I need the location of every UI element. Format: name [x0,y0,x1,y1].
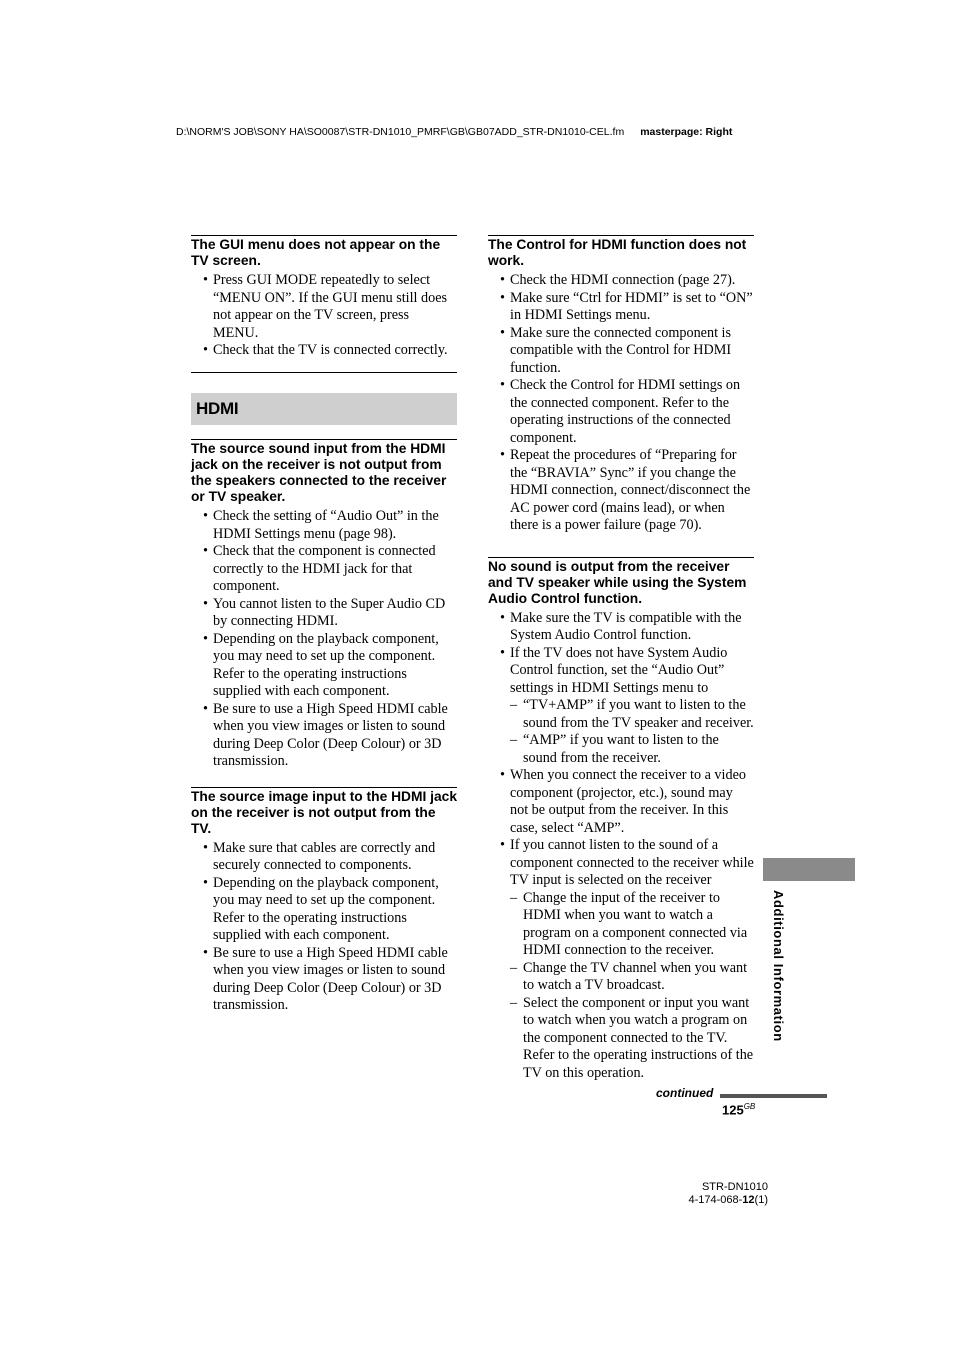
sub-list-item: – Select the component or input you want to watch when you watch a program on the component connected to the TV. Refer to the operating instructions of the TV on this operation. [523,995,754,1083]
list-item-text: If the TV does not have System Audio Control function, set the “Audio Out” settings in HDMI Settings menu to [510,644,728,696]
list-item: • Check the HDMI connection (page 27). [510,272,754,290]
hdmi-sound-section [191,439,457,771]
list-item: • Press GUI MODE repeatedly to select “MENU ON”. If the GUI menu still does not appear on the TV screen, press MENU. [213,272,457,342]
sub-list [510,697,754,767]
masterpage-label: masterpage: Right [640,126,733,138]
gui-menu-list [191,272,457,360]
list-item: • Make sure that cables are correctly and securely connected to components. [213,840,457,875]
hdmi-sound-heading: The source sound input from the HDMI jack on the receiver is not output from the speakers connected to the receiver or TV speaker. [191,441,447,504]
list-item: • Make sure “Ctrl for HDMI” is set to “ON” in HDMI Settings menu. [510,290,754,325]
list-item: • When you connect the receiver to a video component (projector, etc.), sound may not be output from the receiver. In this case, select “AMP”. [510,767,754,837]
hdmi-section-title: HDMI [196,399,239,418]
list-item: • Be sure to use a High Speed HDMI cable when you view images or listen to sound during Deep Color (Deep Colour) or 3D transmission. [213,701,457,771]
left-column-hdmi [191,439,457,1031]
page-number [722,1102,755,1117]
footer-code-suffix: (1) [754,1193,768,1206]
hdmi-image-section [191,787,457,1015]
sub-list-item: – “TV+AMP” if you want to listen to the sound from the TV speaker and receiver. [523,697,754,732]
file-path-header [176,126,732,138]
list-item: • Depending on the playback component, you may need to set up the component. Refer to the operating instructions supplied with each component. [213,631,457,701]
list-item-text: If you cannot listen to the sound of a component connected to the receiver while TV input is selected on the receiver [510,837,754,888]
sub-list-item: – Change the input of the receiver to HDMI when you want to watch a program on a component connected via HDMI connection to the receiver. [523,890,754,960]
hdmi-image-heading: The source image input to the HDMI jack on the receiver is not output from the TV. [191,788,458,836]
right-column [488,235,754,1098]
footer-model-code [686,1181,768,1206]
list-item [510,837,754,1082]
file-path: D:\NORM'S JOB\SONY HA\SO0087\STR-DN1010_PMRF\GB\GB07ADD_STR-DN1010-CEL.fm [176,126,625,138]
footer-model: STR-DN1010 [701,1181,768,1193]
list-item: • Repeat the procedures of “Preparing for the “BRAVIA” Sync” if you change the HDMI connection, connect/disconnect the AC power cord (mains lead), or when there is a power failure (page 70). [510,447,754,535]
list-item: • Check the Control for HDMI settings on the connected component. Refer to the operating instructions of the connected component. [510,377,754,447]
no-sound-section [488,557,754,1083]
sub-list [510,890,754,1083]
hdmi-image-list [191,840,457,1015]
section-divider [191,372,457,373]
list-item: • Make sure the connected component is compatible with the Control for HDMI function. [510,325,754,378]
left-column [191,235,457,373]
sub-list-item: – “AMP” if you want to listen to the sound from the receiver. [523,732,754,767]
no-sound-heading: No sound is output from the receiver and TV speaker while using the System Audio Control function. [488,558,747,606]
control-hdmi-section [488,235,754,535]
hdmi-sound-list [191,508,457,771]
page-number-suffix: GB [743,1102,756,1111]
control-hdmi-list [488,272,754,535]
sub-list-item: – Change the TV channel when you want to watch a TV broadcast. [523,960,754,995]
list-item: • Make sure the TV is compatible with the System Audio Control function. [510,610,754,645]
gui-menu-heading: The GUI menu does not appear on the TV screen. [191,237,441,268]
side-tab-label: Additional Information [771,890,786,1042]
footer-code [686,1194,768,1207]
hdmi-section-banner [191,393,457,425]
no-sound-list [488,610,754,1083]
footer-code-prefix: 4-174-068- [688,1193,743,1206]
continued-bar [720,1094,827,1098]
list-item: • Be sure to use a High Speed HDMI cable when you view images or listen to sound during Deep Color (Deep Colour) or 3D transmission. [213,945,457,1015]
list-item: • Check the setting of “Audio Out” in the HDMI Settings menu (page 98). [213,508,457,543]
list-item: • Check that the TV is connected correctly. [213,342,457,360]
continued-label: continued [656,1086,714,1100]
control-hdmi-heading: The Control for HDMI function does not work. [488,237,747,268]
list-item: • You cannot listen to the Super Audio CD by connecting HDMI. [213,596,457,631]
list-item: • Check that the component is connected correctly to the HDMI jack for that component. [213,543,457,596]
page-number-value: 125 [722,1102,744,1118]
list-item: • Depending on the playback component, you may need to set up the component. Refer to the operating instructions supplied with each component. [213,875,457,945]
list-item [510,645,754,768]
footer-code-bold: 12 [742,1193,755,1206]
gui-menu-section [191,235,457,360]
side-tab-marker [763,858,855,881]
